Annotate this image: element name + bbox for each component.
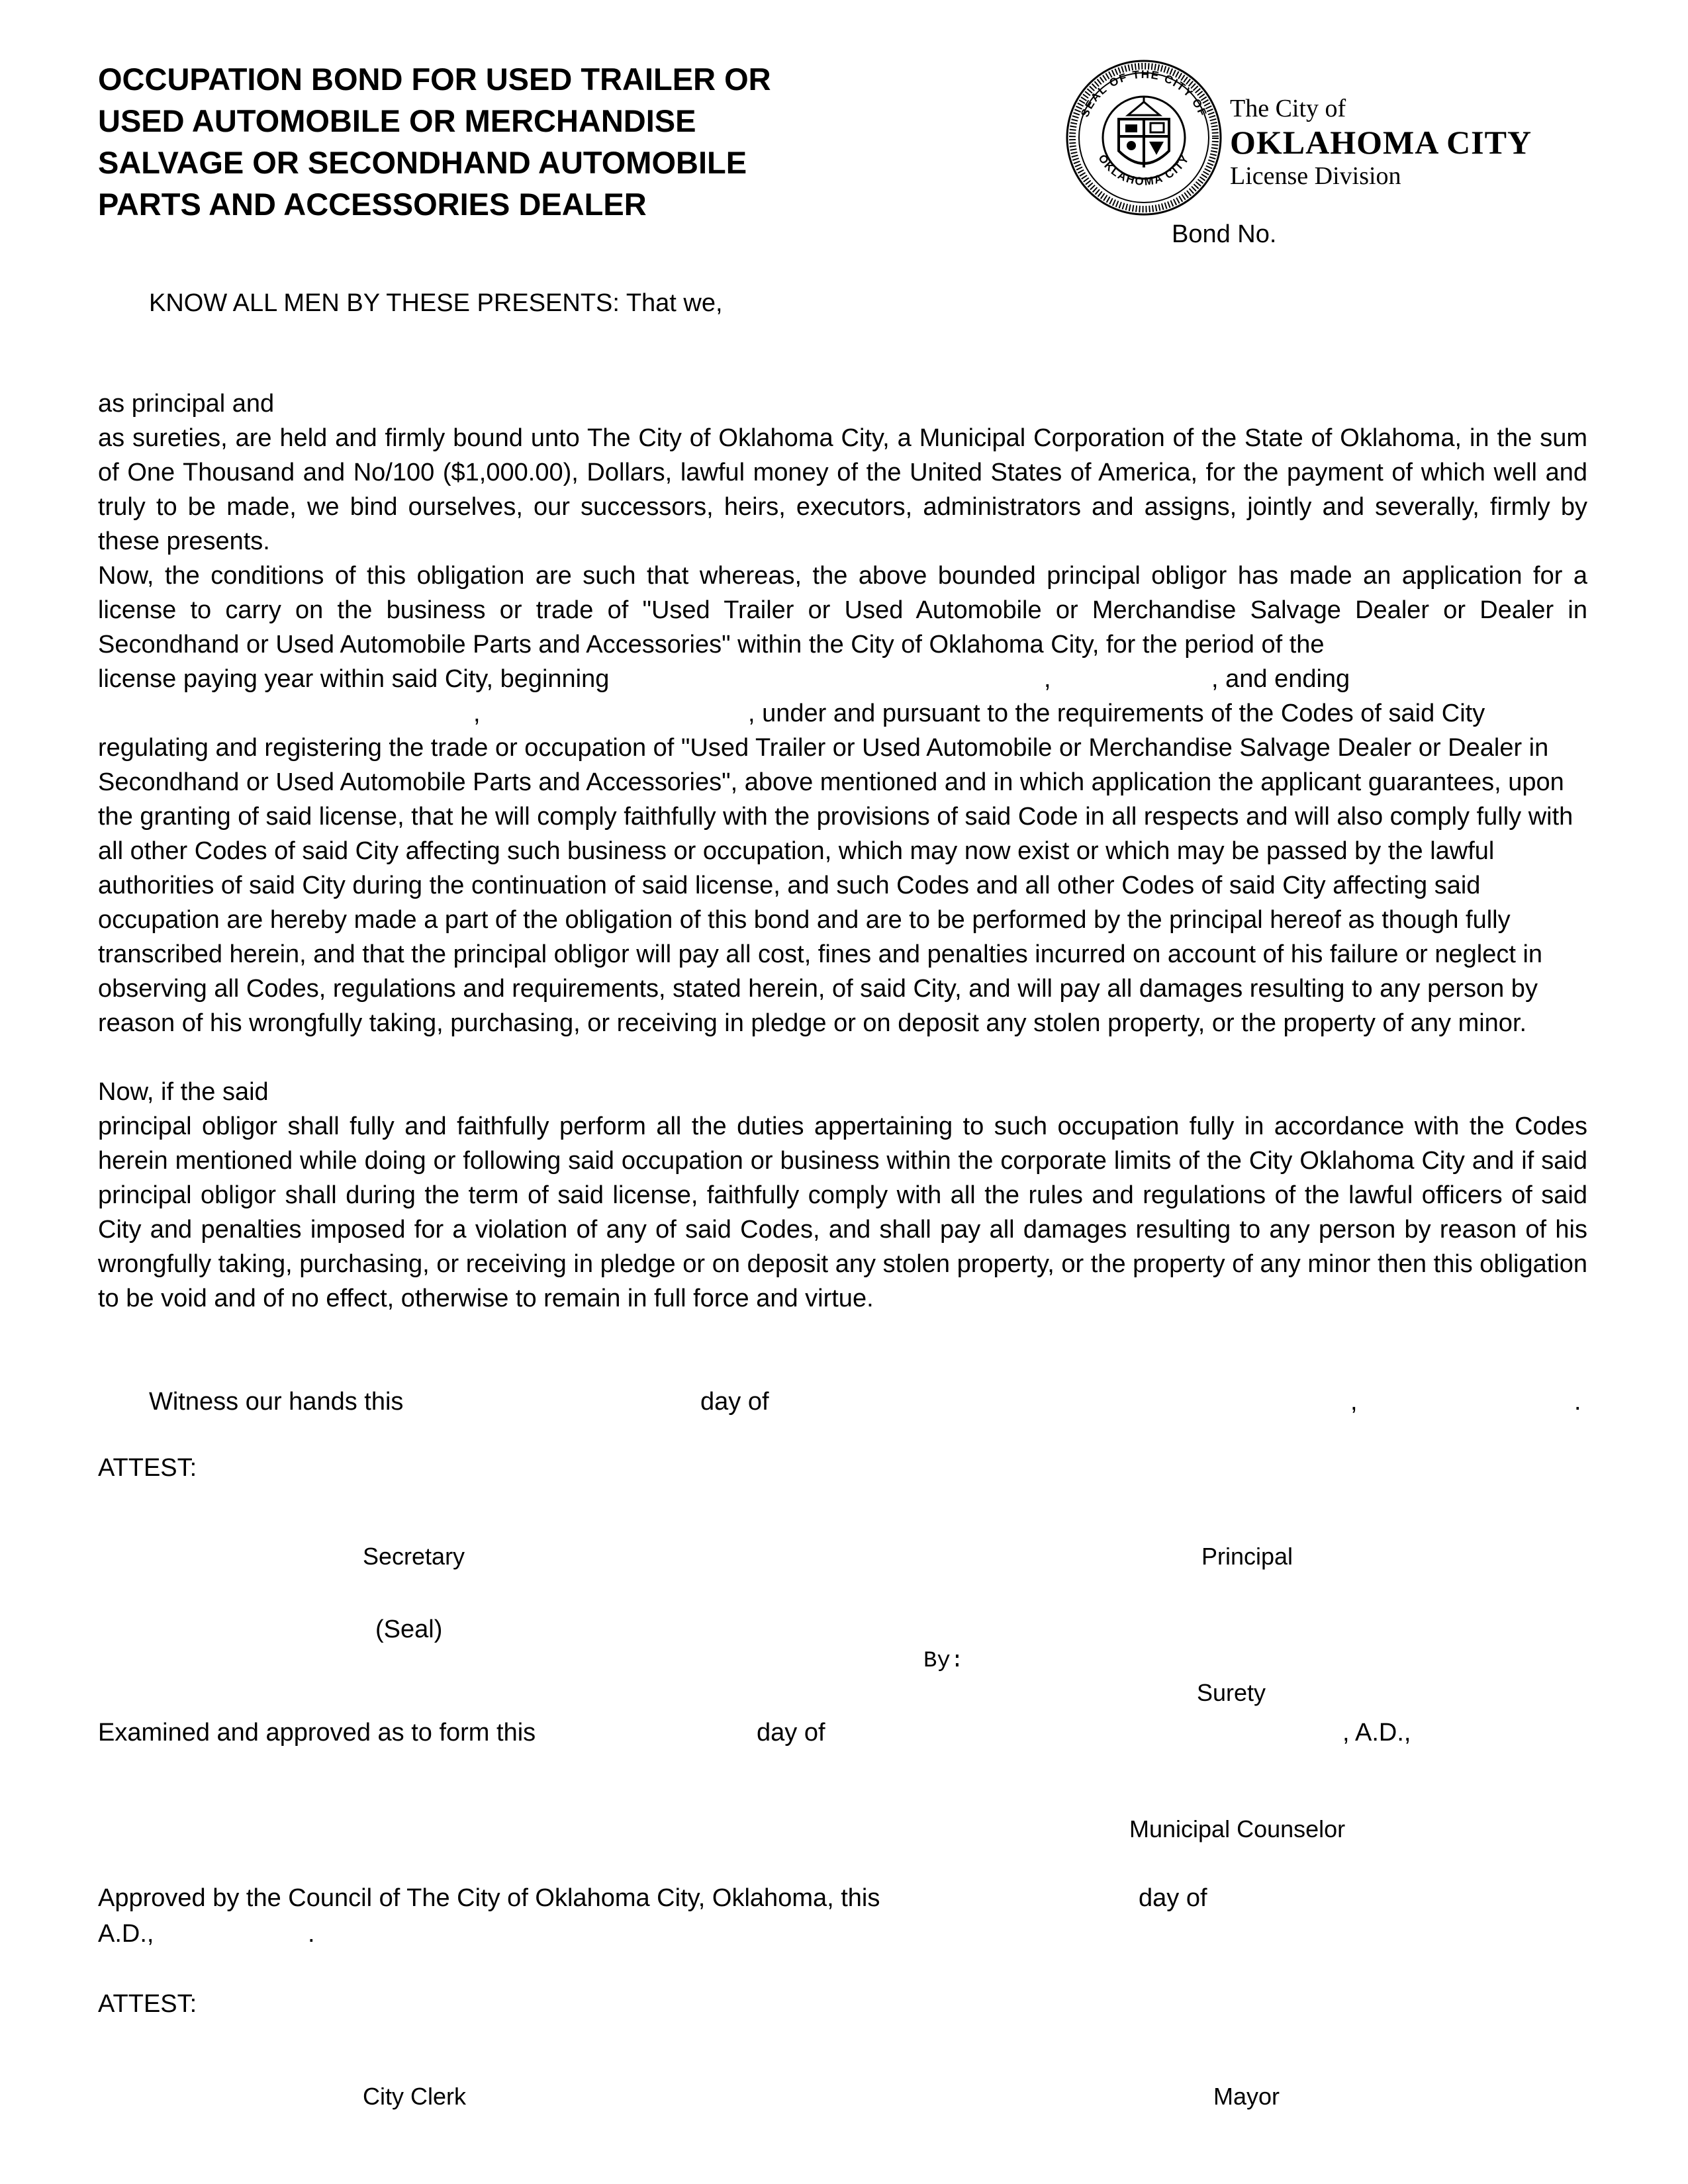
seal-label: (Seal): [375, 1615, 443, 1643]
witness-comma: ,: [1350, 1388, 1358, 1416]
title-line: OCCUPATION BOND FOR USED TRAILER OR: [98, 62, 771, 97]
city-seal-icon: [1064, 58, 1223, 217]
witness-text: Witness our hands this: [149, 1388, 404, 1416]
date-comma: ,: [1044, 665, 1051, 693]
council-ad: A.D.,: [98, 1920, 154, 1948]
council-day-of: day of: [1139, 1884, 1207, 1912]
document-title: [98, 58, 892, 225]
examined-text: Examined and approved as to form this: [98, 1719, 536, 1747]
mayor-label: Mayor: [1213, 2083, 1280, 2110]
municipal-counselor-label: Municipal Counselor: [1129, 1815, 1346, 1843]
examined-day-of: day of: [757, 1719, 825, 1747]
witness-period: .: [1574, 1388, 1581, 1416]
brand-line-1: The City of: [1230, 95, 1346, 122]
principal-obligor-paragraph: principal obligor shall fully and faithfully perform all the duties appertaining to such occupation fully in accordance with the Codes herein mentioned while doing or following said occupation or business within the corporate limits of the City Oklahoma City and if said principal obligor shall during the term of said license, faithfully comply with all the rules and regulations of the lawful officers of said City and penalties imposed for a violation of any of said Codes, and shall pay all damages resulting to any person by reason of his wrongfully taking, purchasing, or receiving in pledge or on deposit any stolen property, or the property of any minor then this obligation to be void and of no effect, otherwise to remain in full force and virtue.: [98, 1113, 1587, 1312]
examined-ad: , A.D.,: [1342, 1719, 1411, 1747]
svg-text:OKLAHOMA CITY: OKLAHOMA CITY: [1096, 152, 1192, 188]
city-clerk-label: City Clerk: [363, 2083, 467, 2110]
title-line: USED AUTOMOBILE OR MERCHANDISE: [98, 103, 696, 138]
svg-text:SEAL OF THE CITY OF: SEAL OF THE CITY OF: [1078, 68, 1209, 119]
license-year-text: license paying year within said City, beginning: [98, 665, 610, 693]
attest-label: ATTEST:: [98, 1454, 197, 1482]
title-line: PARTS AND ACCESSORIES DEALER: [98, 187, 647, 222]
intro-text: KNOW ALL MEN BY THESE PRESENTS: That we,: [149, 289, 723, 317]
date-comma: ,: [473, 700, 481, 727]
under-pursuant-text: , under and pursuant to the requirements of the Codes of said City: [748, 700, 1485, 727]
approved-council-text: Approved by the Council of The City of Oklahoma City, Oklahoma, this: [98, 1884, 880, 1912]
and-ending-text: , and ending: [1211, 665, 1350, 693]
attest-label-2: ATTEST:: [98, 1990, 197, 2018]
regulating-paragraph: regulating and registering the trade or occupation of "Used Trailer or Used Automobile or Merchandise Salvage Dealer or Dealer in Secondhand or Used Automobile Parts and Accessories", above mentioned and in which application the applicant guarantees, upon the granting of said license, that he will comply faithfully with the provisions of said Code in all respects and will also comply fully with all other Codes of said City affecting such business or occupation, which may now exist or which may be passed by the lawful authorities of said City during the continuation of said license, and such Codes and all other Codes of said City affecting said occupation are hereby made a part of the obligation of this bond and are to be performed by the principal hereof as though fully transcribed herein, and that the principal obligor will pay all cost, fines and penalties incurred on account of his failure or neglect in observing all Codes, regulations and requirements, stated herein, of said City, and will pay all damages resulting to any person by reason of his wrongfully taking, purchasing, or receiving in pledge or on deposit any stolen property, or the property of any minor.: [98, 734, 1573, 1037]
sureties-paragraph: as sureties, are held and firmly bound unto The City of Oklahoma City, a Municipal Corporation of the State of Oklahoma, in the sum of One Thousand and No/100 ($1,000.00), Dollars, lawful money of the United States of America, for the payment of which well and truly to be made, we bind ourselves, our successors, heirs, executors, administrators and assigns, jointly and severally, firmly by these presents.: [98, 424, 1587, 555]
now-if-said-text: Now, if the said: [98, 1078, 269, 1106]
principal-and-text: as principal and: [98, 390, 275, 418]
brand-line-3: License Division: [1230, 162, 1401, 190]
brand-line-2: OKLAHOMA CITY: [1230, 124, 1532, 161]
secretary-label: Secretary: [363, 1543, 465, 1570]
principal-label: Principal: [1201, 1543, 1293, 1570]
bond-no-label: Bond No.: [1172, 220, 1277, 248]
title-line: SALVAGE OR SECONDHAND AUTOMOBILE: [98, 145, 747, 180]
surety-label: Surety: [1197, 1679, 1266, 1706]
city-brand: [1230, 94, 1532, 191]
by-label: By:: [923, 1649, 964, 1674]
council-period: .: [308, 1920, 315, 1948]
conditions-paragraph: Now, the conditions of this obligation are such that whereas, the above bounded principal obligor has made an application for a license to carry on the business or trade of "Used Trailer or Used Automobile or Merchandise Salvage Dealer or Dealer in Secondhand or Used Automobile Parts and Accessories" within the City of Oklahoma City, for the period of the: [98, 562, 1587, 659]
day-of-text: day of: [700, 1388, 769, 1416]
